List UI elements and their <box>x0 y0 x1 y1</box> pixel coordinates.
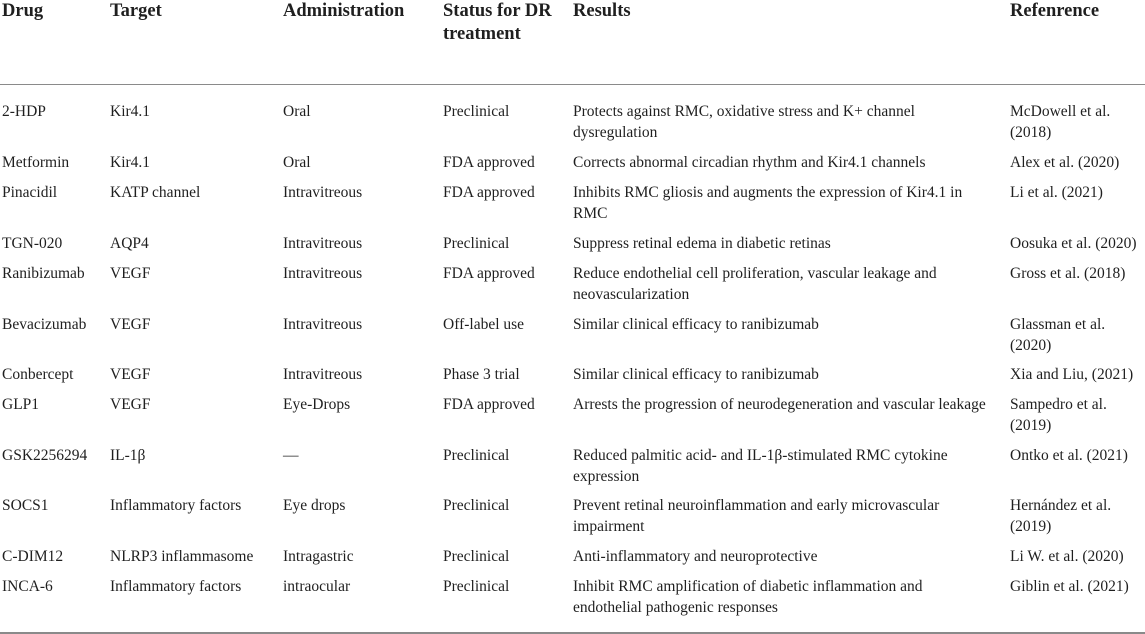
cell-administration: Oral <box>283 154 311 171</box>
cell-status: Phase 3 trial <box>443 366 520 383</box>
cell-status: FDA approved <box>443 154 535 171</box>
cell-results: Prevent retinal neuroinflammation and early microvascular impairment <box>573 497 940 535</box>
cell-reference: Hernández et al. (2019) <box>1010 497 1112 535</box>
cell-drug: INCA-6 <box>2 578 53 595</box>
cell-status: FDA approved <box>443 184 535 201</box>
cell-target: VEGF <box>110 366 151 383</box>
cell-drug: Pinacidil <box>2 184 58 201</box>
cell-reference: Alex et al. (2020) <box>1010 154 1120 171</box>
cell-administration: Oral <box>283 103 311 120</box>
cell-drug: GSK2256294 <box>2 447 88 464</box>
cell-reference: Sampedro et al. (2019) <box>1010 396 1107 434</box>
cell-results: Similar clinical efficacy to ranibizumab <box>573 316 819 333</box>
cell-status: Off-label use <box>443 316 525 333</box>
header-reference: Refenrence <box>1010 1 1100 21</box>
cell-target: VEGF <box>110 316 151 333</box>
cell-drug: Metformin <box>2 154 70 171</box>
cell-reference: Oosuka et al. (2020) <box>1010 235 1137 252</box>
cell-drug: C-DIM12 <box>2 548 64 565</box>
cell-administration: — <box>283 447 299 464</box>
cell-results: Protects against RMC, oxidative stress and K+ channel dysregulation <box>573 103 915 141</box>
cell-administration: Intravitreous <box>283 265 363 282</box>
cell-target: Kir4.1 <box>110 154 151 171</box>
cell-results: Suppress retinal edema in diabetic retinas <box>573 235 831 252</box>
cell-results: Arrests the progression of neurodegeneration and vascular leakage <box>573 396 986 413</box>
cell-status: FDA approved <box>443 396 535 413</box>
cell-target: Kir4.1 <box>110 103 151 120</box>
cell-administration: Eye-Drops <box>283 396 351 413</box>
cell-results: Reduced palmitic acid- and IL-1β-stimulated RMC cytokine expression <box>573 447 948 485</box>
cell-drug: Bevacizumab <box>2 316 87 333</box>
cell-target: NLRP3 inflammasome <box>110 548 254 565</box>
cell-status: Preclinical <box>443 548 510 565</box>
cell-drug: SOCS1 <box>2 497 49 514</box>
header-target: Target <box>110 1 162 21</box>
cell-target: VEGF <box>110 265 151 282</box>
cell-drug: GLP1 <box>2 396 40 413</box>
cell-results: Inhibit RMC amplification of diabetic inflammation and endothelial pathogenic responses <box>573 578 923 616</box>
cell-status: Preclinical <box>443 103 510 120</box>
cell-results: Similar clinical efficacy to ranibizumab <box>573 366 819 383</box>
cell-status: Preclinical <box>443 447 510 464</box>
cell-administration: Eye drops <box>283 497 346 514</box>
cell-reference: Li et al. (2021) <box>1010 184 1103 201</box>
cell-target: AQP4 <box>110 235 149 252</box>
cell-target: Inflammatory factors <box>110 578 242 595</box>
cell-status: Preclinical <box>443 578 510 595</box>
cell-administration: Intravitreous <box>283 235 363 252</box>
header-status: Status for DR treatment <box>443 1 552 44</box>
cell-reference: Gross et al. (2018) <box>1010 265 1126 282</box>
cell-reference: Ontko et al. (2021) <box>1010 447 1128 464</box>
header-results: Results <box>573 1 631 21</box>
cell-administration: Intravitreous <box>283 316 363 333</box>
cell-drug: 2-HDP <box>2 103 46 120</box>
cell-results: Reduce endothelial cell proliferation, vascular leakage and neovascularization <box>573 265 937 303</box>
cell-reference: Li W. et al. (2020) <box>1010 548 1124 565</box>
cell-drug: Conbercept <box>2 366 74 383</box>
table-header <box>0 0 1145 84</box>
cell-results: Anti-inflammatory and neuroprotective <box>573 548 818 565</box>
cell-target: KATP channel <box>110 184 201 201</box>
cell-results: Inhibits RMC gliosis and augments the expression of Kir4.1 in RMC <box>573 184 963 222</box>
cell-drug: TGN-020 <box>2 235 63 252</box>
cell-administration: Intravitreous <box>283 184 363 201</box>
cell-administration: intraocular <box>283 578 351 595</box>
cell-results: Corrects abnormal circadian rhythm and Kir4.1 channels <box>573 154 926 171</box>
cell-reference: McDowell et al. (2018) <box>1010 103 1111 141</box>
cell-status: FDA approved <box>443 265 535 282</box>
cell-administration: Intravitreous <box>283 366 363 383</box>
cell-reference: Giblin et al. (2021) <box>1010 578 1129 595</box>
cell-target: VEGF <box>110 396 151 413</box>
cell-target: Inflammatory factors <box>110 497 242 514</box>
header-drug: Drug <box>2 1 44 21</box>
cell-reference: Glassman et al. (2020) <box>1010 316 1106 354</box>
cell-status: Preclinical <box>443 497 510 514</box>
cell-drug: Ranibizumab <box>2 265 85 282</box>
header-rule <box>0 84 1145 85</box>
header-administration: Administration <box>283 1 405 21</box>
cell-administration: Intragastric <box>283 548 354 565</box>
cell-reference: Xia and Liu, (2021) <box>1010 366 1134 383</box>
cell-status: Preclinical <box>443 235 510 252</box>
cell-target: IL-1β <box>110 447 146 464</box>
